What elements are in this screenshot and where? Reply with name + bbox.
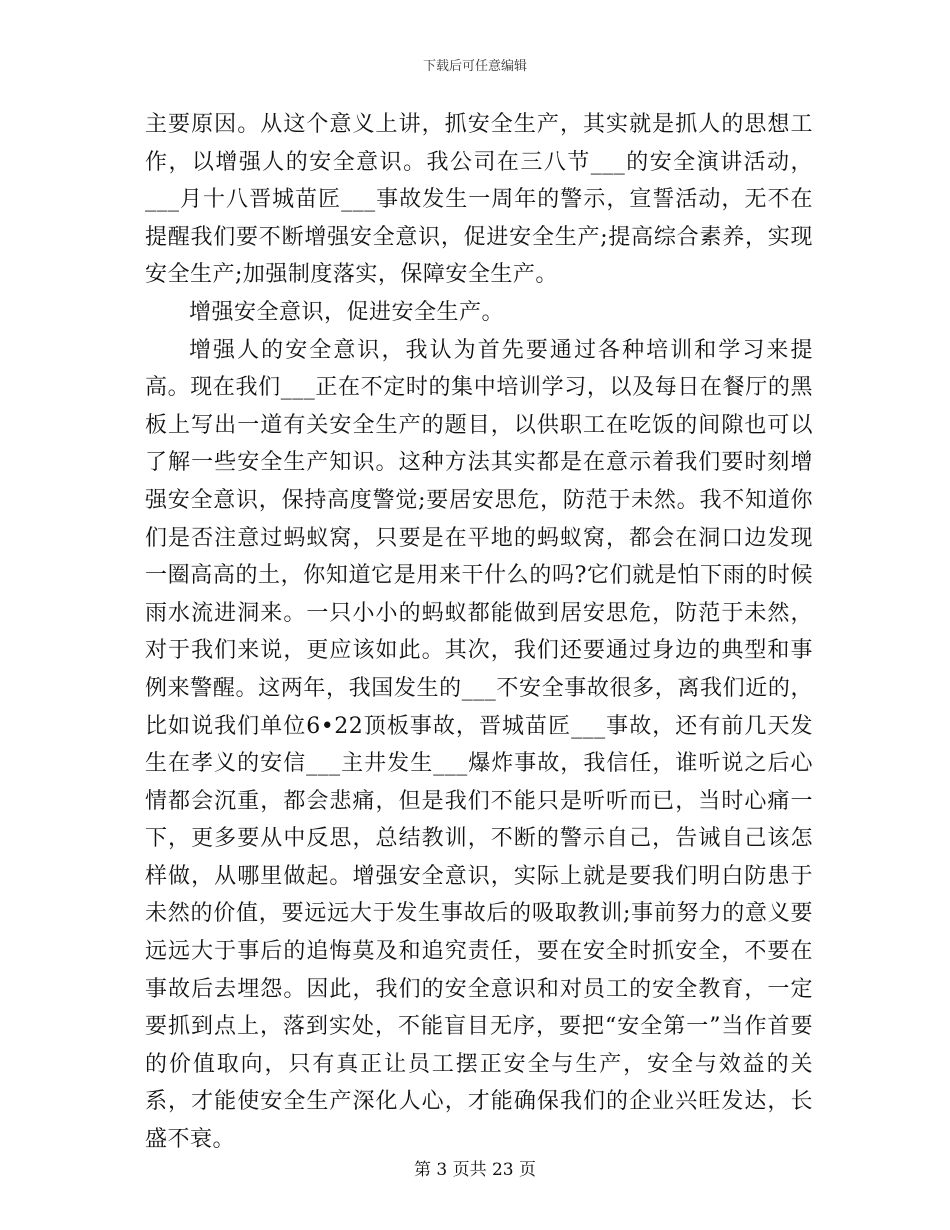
paragraph-continuation: 主要原因。从这个意义上讲，抓安全生产，其实就是抓人的思想工作，以增强人的安全意识。我公司在三八节___的安全演讲活动，___月十八晋城苗匠___事故发生一周年的警示，宣誓活动，无不在提醒我们要不断增强安全意识，促进安全生产;提高综合素养，实现安全生产;加强制度落实，保障安全生产。 xyxy=(145,112,813,288)
paragraph-main: 增强人的安全意识，我认为首先要通过各种培训和学习来提高。现在我们___正在不定时的集中培训学习，以及每日在餐厅的黑板上写出一道有关安全生产的题目，以供职工在吃饭的间隙也可以了解一些安全生产知识。这种方法其实都是在意示着我们要时刻增强安全意识，保持高度警觉;要居安思危，防范于未然。我不知道你们是否注意过蚂蚁窝，只要是在平地的蚂蚁窝，都会在洞口边发现一圈高高的土，你知道它是用来干什么的吗?它们就是怕下雨的时候雨水流进洞来。一只小小的蚂蚁都能做到居安思危，防范于未然，对于我们来说，更应该如此。其次，我们还要通过身边的典型和事例来警醒。这两年，我国发生的___不安全事故很多，离我们近的，比如说我们单位6•22顶板事故，晋城苗匠___事故，还有前几天发生在孝义的安信___主井发生___爆炸事故，我信任，谁听说之后心情都会沉重，都会悲痛，但是我们不能只是听听而已，当时心痛一下，更多要从中反思，总结教训，不断的警示自己，告诫自己该怎样做，从哪里做起。增强安全意识，实际上就是要我们明白防患于未然的价值，要远远大于发生事故后的吸取教训;事前努力的意义要远远大于事后的追悔莫及和追究责任，要在安全时抓安全，不要在事故后去埋怨。因此，我们的安全意识和对员工的安全教育，一定要抓到点上，落到实处，不能盲目无序，要把“安全第一”当作首要的价值取向，只有真正让员工摆正安全与生产，安全与效益的关系，才能使安全生产深化人心，才能确保我们的企业兴旺发达，长盛不衰。 xyxy=(145,337,813,1153)
paragraph-heading: 增强安全意识，促进安全生产。 xyxy=(189,299,505,325)
document-body xyxy=(145,106,813,1159)
page-number: 第 3 页共 23 页 xyxy=(413,1160,537,1180)
page-header: 下载后可任意编辑 xyxy=(422,59,527,74)
